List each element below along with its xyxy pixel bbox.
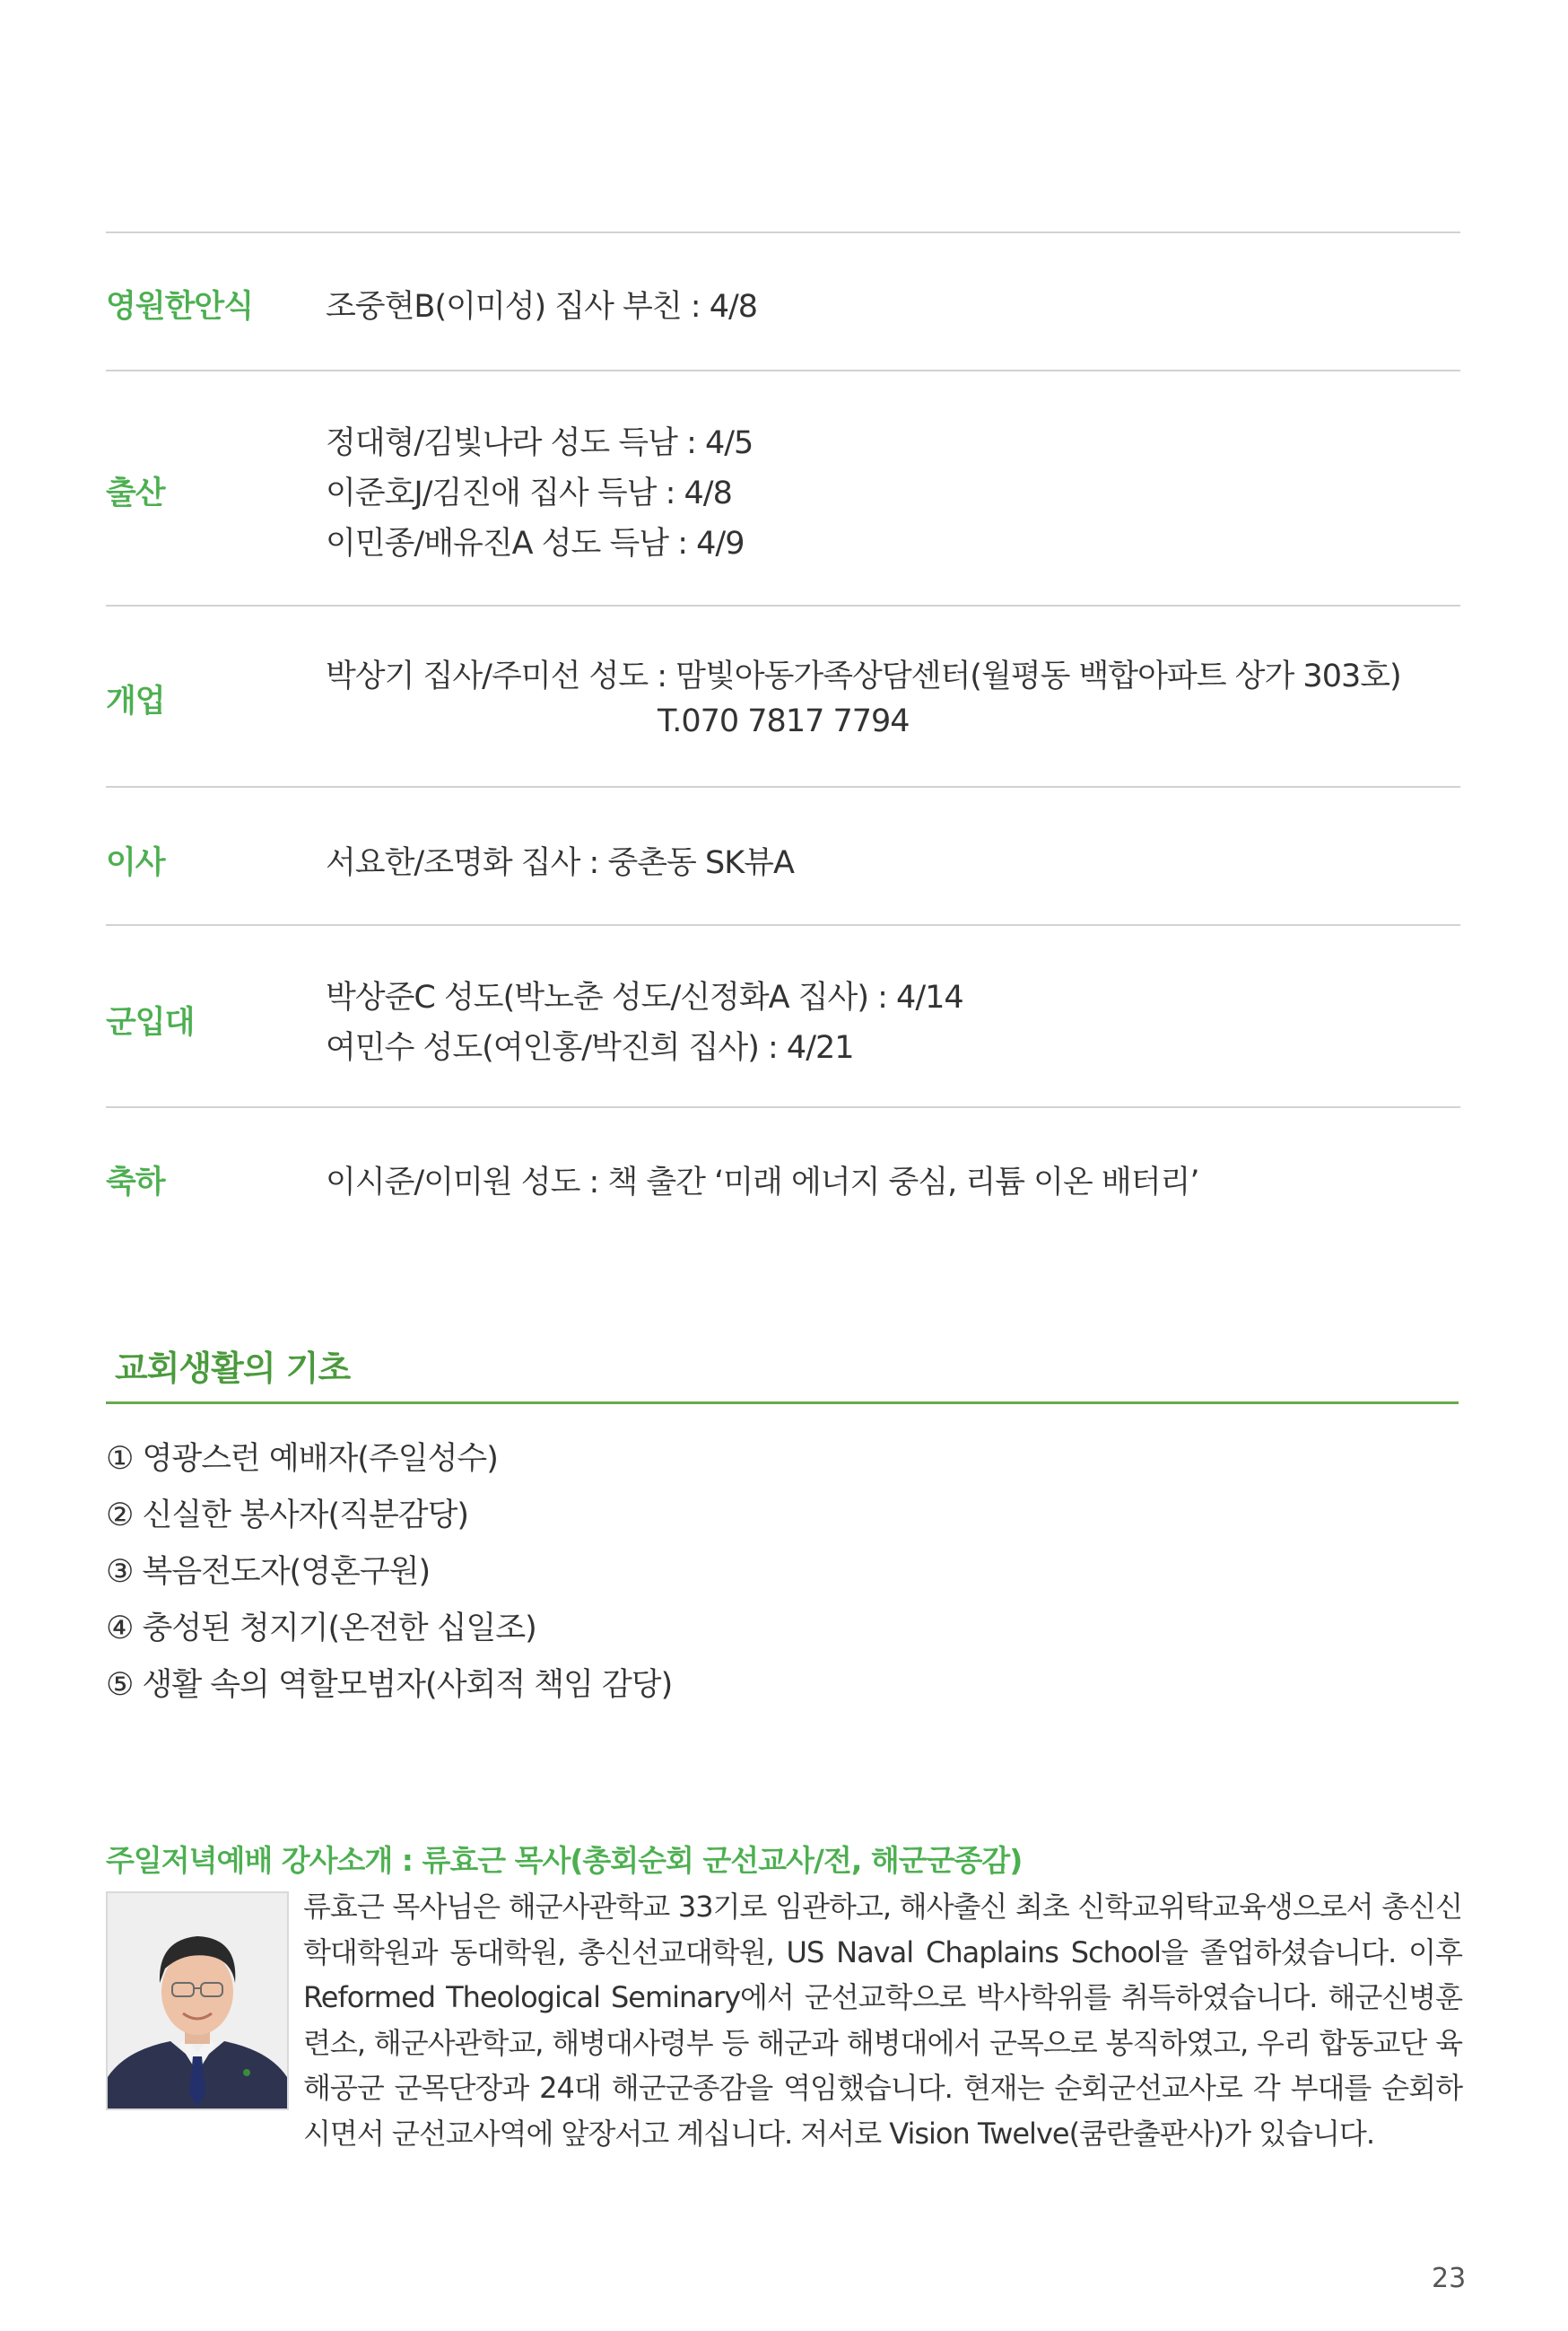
speaker-photo	[106, 1891, 289, 2110]
event-category: 출산	[106, 476, 165, 511]
event-line: 여민수 성도(여인홍/박진희 집사) : 4/21	[326, 1030, 854, 1066]
event-line: 이시준/이미원 성도 : 책 출간 ‘미래 에너지 중심, 리튬 이온 배터리’	[326, 1165, 1199, 1200]
event-line: T.070 7817 7794	[658, 703, 910, 739]
section-divider	[106, 1401, 1459, 1404]
divider	[106, 786, 1460, 788]
list-item: ⑤ 생활 속의 역할모범자(사회적 책임 감당)	[106, 1667, 673, 1703]
event-line: 조중현B(이미성) 집사 부친 : 4/8	[326, 289, 758, 325]
event-category: 개업	[106, 684, 165, 720]
list-item: ③ 복음전도자(영혼구원)	[106, 1554, 431, 1590]
event-category: 이사	[106, 845, 165, 881]
list-item: ② 신실한 봉사자(직분감당)	[106, 1497, 469, 1533]
event-category: 영원한안식	[106, 289, 254, 325]
divider	[106, 1106, 1460, 1108]
event-line: 박상준C 성도(박노춘 성도/신정화A 집사) : 4/14	[326, 980, 963, 1016]
event-line: 이민종/배유진A 성도 득남 : 4/9	[326, 526, 745, 562]
divider	[106, 924, 1460, 926]
event-line: 정대형/김빛나라 성도 득남 : 4/5	[326, 425, 754, 461]
event-line: 이준호J/김진애 집사 득남 : 4/8	[326, 476, 732, 511]
speaker-bio: 류효근 목사님은 해군사관학교 33기로 임관하고, 해사출신 최초 신학교위탁교육생으로서 총신신학대학원과 동대학원, 총신선교대학원, US Naval Chaplains School을 졸업하셨습니다. 이후 Reformed Theological Seminary에서 군선교학으로 박사학위를 취득하였습니다. 해군신병훈련소, 해군사관학교, 해병대사령부 등 해군과 해병대에서 군목으로 봉직하였고, 우리 합동교단 육해공군 군목단장과 24대 해군군종감을 역임했습니다. 현재는 순회군선교사로 각 부대를 순회하시면서 군선교사역에 앞장서고 계십니다. 저서로 Vision Twelve(쿰란출판사)가 있습니다.	[303, 1890, 1462, 2151]
divider	[106, 605, 1460, 607]
event-line: 박상기 집사/주미선 성도 : 맘빛아동가족상담센터(월평동 백합아파트 상가 303호)	[326, 659, 1401, 694]
section-title: 교회생활의 기초	[115, 1349, 351, 1388]
event-category: 축하	[106, 1165, 165, 1200]
speaker-portrait-icon	[108, 1893, 287, 2108]
list-item: ① 영광스런 예배자(주일성수)	[106, 1441, 498, 1477]
event-category: 군입대	[106, 1005, 195, 1041]
divider	[106, 231, 1460, 233]
speaker-title: 주일저녁예배 강사소개 : 류효근 목사(총회순회 군선교사/전, 해군군종감)	[106, 1843, 1023, 1878]
divider	[106, 370, 1460, 371]
event-line: 서요한/조명화 집사 : 중촌동 SK뷰A	[326, 845, 794, 881]
list-item: ④ 충성된 청지기(온전한 십일조)	[106, 1611, 536, 1646]
page-number: 23	[1432, 2263, 1467, 2294]
